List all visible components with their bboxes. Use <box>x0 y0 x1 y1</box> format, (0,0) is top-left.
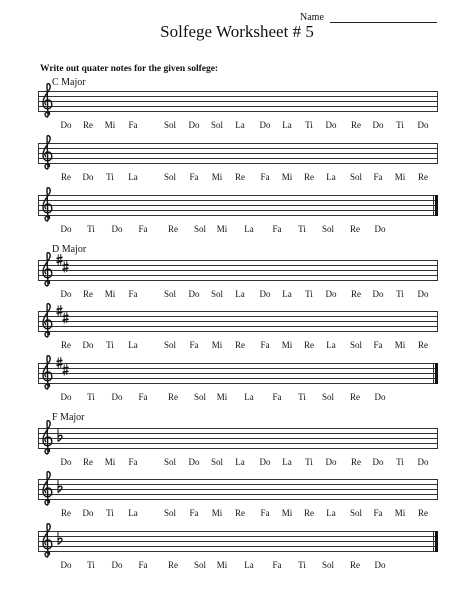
barline <box>38 531 39 551</box>
solfege-syllable: Do <box>82 172 94 182</box>
page-title: Solfege Worksheet # 5 <box>160 22 314 41</box>
solfege-syllable: Fa <box>189 340 199 350</box>
staff-line <box>38 489 438 490</box>
staff[interactable] <box>38 311 438 332</box>
solfege-syllable: Sol <box>193 392 207 402</box>
solfege-syllable: Sol <box>321 224 335 234</box>
solfege-syllable: Sol <box>210 457 224 467</box>
solfege-syllable: Ti <box>305 120 313 130</box>
staff-line <box>38 546 438 547</box>
solfege-syllable: Mi <box>104 457 116 467</box>
solfege-syllable: Mi <box>281 172 293 182</box>
staff-line <box>38 96 438 97</box>
barline <box>38 363 39 383</box>
solfege-syllable: Fa <box>373 172 383 182</box>
solfege-syllable: Fa <box>189 172 199 182</box>
solfege-syllable: Do <box>374 392 386 402</box>
solfege-syllable: La <box>244 224 254 234</box>
solfege-row <box>0 289 474 301</box>
solfege-syllable: Ti <box>396 289 404 299</box>
staff-line <box>38 210 438 211</box>
barline <box>38 428 39 448</box>
solfege-syllable: La <box>235 120 245 130</box>
staff-line <box>38 163 438 164</box>
staff-line <box>38 101 438 102</box>
solfege-syllable: Fa <box>128 457 138 467</box>
solfege-syllable: Do <box>374 224 386 234</box>
solfege-syllable: Fa <box>128 289 138 299</box>
barline <box>437 91 438 111</box>
solfege-syllable: Do <box>82 340 94 350</box>
solfege-syllable: Fa <box>138 224 148 234</box>
staff-line <box>38 195 438 196</box>
solfege-syllable: Do <box>325 120 337 130</box>
solfege-syllable: Re <box>235 172 245 182</box>
solfege-syllable: Re <box>83 289 93 299</box>
solfege-syllable: Re <box>304 340 314 350</box>
solfege-syllable: Ti <box>106 340 114 350</box>
solfege-syllable: La <box>128 508 138 518</box>
staff-line <box>38 321 438 322</box>
staff-line <box>38 448 438 449</box>
solfege-syllable: Sol <box>193 560 207 570</box>
solfege-syllable: Do <box>60 457 72 467</box>
solfege-row <box>0 340 474 352</box>
staff-line <box>38 270 438 271</box>
solfege-syllable: Mi <box>211 172 223 182</box>
solfege-syllable: Re <box>350 560 360 570</box>
solfege-syllable: La <box>128 340 138 350</box>
solfege-syllable: Re <box>351 120 361 130</box>
solfege-syllable: Ti <box>87 224 95 234</box>
staff-line <box>38 536 438 537</box>
staff-line <box>38 373 438 374</box>
key-label: F Major <box>52 412 85 423</box>
solfege-syllable: Do <box>374 560 386 570</box>
solfege-syllable: Fa <box>260 508 270 518</box>
solfege-syllable: Do <box>372 457 384 467</box>
solfege-row <box>0 392 474 404</box>
staff-line <box>38 331 438 332</box>
solfege-syllable: Re <box>235 340 245 350</box>
solfege-syllable: Mi <box>216 392 228 402</box>
solfege-syllable: Re <box>83 457 93 467</box>
solfege-syllable: Mi <box>281 340 293 350</box>
solfege-syllable: Re <box>418 172 428 182</box>
staff-line <box>38 484 438 485</box>
solfege-syllable: Mi <box>211 508 223 518</box>
solfege-syllable: Mi <box>394 508 406 518</box>
solfege-syllable: Fa <box>260 172 270 182</box>
solfege-syllable: Mi <box>216 560 228 570</box>
staff-line <box>38 551 438 552</box>
solfege-syllable: Sol <box>349 172 363 182</box>
solfege-syllable: La <box>326 172 336 182</box>
barline <box>437 260 438 280</box>
staff-line <box>38 311 438 312</box>
solfege-syllable: Sol <box>163 172 177 182</box>
solfege-syllable: Fa <box>272 224 282 234</box>
solfege-syllable: Sol <box>210 120 224 130</box>
solfege-syllable: Ti <box>298 392 306 402</box>
solfege-syllable: Re <box>235 508 245 518</box>
solfege-syllable: Sol <box>349 508 363 518</box>
staff-line <box>38 91 438 92</box>
solfege-syllable: Re <box>418 508 428 518</box>
solfege-syllable: Ti <box>305 457 313 467</box>
solfege-syllable: Fa <box>272 560 282 570</box>
solfege-syllable: Do <box>417 289 429 299</box>
staff-line <box>38 316 438 317</box>
solfege-syllable: Ti <box>87 392 95 402</box>
solfege-syllable: Re <box>304 172 314 182</box>
solfege-syllable: Ti <box>106 172 114 182</box>
sharp-icon <box>62 261 69 273</box>
staff-line <box>38 433 438 434</box>
staff-line <box>38 383 438 384</box>
staff-line <box>38 479 438 480</box>
solfege-row <box>0 508 474 520</box>
flat-icon <box>57 532 63 545</box>
solfege-syllable: Sol <box>321 560 335 570</box>
solfege-syllable: La <box>282 289 292 299</box>
solfege-row <box>0 172 474 184</box>
solfege-syllable: Sol <box>163 340 177 350</box>
solfege-syllable: Do <box>60 120 72 130</box>
solfege-syllable: Sol <box>193 224 207 234</box>
staff[interactable] <box>38 363 438 384</box>
solfege-syllable: Re <box>168 224 178 234</box>
solfege-syllable: Sol <box>321 392 335 402</box>
barline <box>38 311 39 331</box>
solfege-row <box>0 457 474 469</box>
solfege-syllable: Do <box>188 289 200 299</box>
key-label: D Major <box>52 244 87 255</box>
solfege-syllable: Sol <box>163 508 177 518</box>
solfege-syllable: Re <box>350 392 360 402</box>
solfege-syllable: Do <box>259 120 271 130</box>
solfege-syllable: Do <box>60 560 72 570</box>
solfege-syllable: Do <box>417 457 429 467</box>
solfege-syllable: Ti <box>396 120 404 130</box>
solfege-syllable: La <box>235 289 245 299</box>
solfege-syllable: Do <box>188 120 200 130</box>
solfege-syllable: Ti <box>305 289 313 299</box>
final-barline <box>433 363 438 384</box>
solfege-row <box>0 120 474 132</box>
solfege-syllable: Do <box>417 120 429 130</box>
staff-line <box>38 205 438 206</box>
staff[interactable] <box>38 531 438 552</box>
name-label: Name <box>300 12 324 23</box>
solfege-syllable: La <box>244 392 254 402</box>
solfege-syllable: Mi <box>211 340 223 350</box>
solfege-syllable: Ti <box>298 560 306 570</box>
flat-icon <box>57 429 63 442</box>
solfege-syllable: Ti <box>87 560 95 570</box>
staff-line <box>38 280 438 281</box>
solfege-syllable: Sol <box>210 289 224 299</box>
solfege-syllable: Mi <box>281 508 293 518</box>
final-barline <box>433 195 438 216</box>
staff-line <box>38 368 438 369</box>
solfege-syllable: Re <box>83 120 93 130</box>
solfege-syllable: Do <box>372 120 384 130</box>
solfege-syllable: Fa <box>138 560 148 570</box>
staff-line <box>38 265 438 266</box>
staff-line <box>38 111 438 112</box>
staff[interactable] <box>38 479 438 500</box>
solfege-syllable: Sol <box>163 120 177 130</box>
barline <box>38 195 39 215</box>
solfege-syllable: La <box>244 560 254 570</box>
barline <box>437 428 438 448</box>
solfege-syllable: La <box>282 120 292 130</box>
solfege-syllable: Fa <box>373 508 383 518</box>
solfege-syllable: Re <box>351 457 361 467</box>
staff[interactable] <box>38 260 438 281</box>
staff-line <box>38 499 438 500</box>
solfege-syllable: Ti <box>106 508 114 518</box>
solfege-syllable: Do <box>60 289 72 299</box>
barline <box>437 479 438 499</box>
barline <box>437 143 438 163</box>
solfege-syllable: Mi <box>216 224 228 234</box>
barline <box>38 260 39 280</box>
solfege-row <box>0 560 474 572</box>
solfege-syllable: Re <box>168 560 178 570</box>
solfege-syllable: Fa <box>272 392 282 402</box>
solfege-syllable: Do <box>188 457 200 467</box>
staff-line <box>38 541 438 542</box>
staff[interactable] <box>38 91 438 112</box>
solfege-syllable: Re <box>61 172 71 182</box>
solfege-syllable: Do <box>111 224 123 234</box>
staff-line <box>38 443 438 444</box>
solfege-syllable: Mi <box>104 120 116 130</box>
barline <box>437 311 438 331</box>
solfege-syllable: Sol <box>163 457 177 467</box>
solfege-syllable: Fa <box>189 508 199 518</box>
solfege-syllable: Do <box>60 392 72 402</box>
staff-line <box>38 260 438 261</box>
solfege-syllable: Sol <box>349 340 363 350</box>
solfege-syllable: Do <box>325 289 337 299</box>
staff-line <box>38 363 438 364</box>
solfege-syllable: Re <box>61 508 71 518</box>
solfege-syllable: Re <box>168 392 178 402</box>
final-barline <box>433 531 438 552</box>
staff-line <box>38 428 438 429</box>
staff-line <box>38 494 438 495</box>
staff[interactable] <box>38 143 438 164</box>
solfege-syllable: Fa <box>128 120 138 130</box>
solfege-syllable: Do <box>259 457 271 467</box>
solfege-syllable: Do <box>111 392 123 402</box>
barline <box>38 143 39 163</box>
barline <box>38 479 39 499</box>
solfege-syllable: La <box>326 508 336 518</box>
staff-line <box>38 438 438 439</box>
solfege-syllable: Re <box>61 340 71 350</box>
instructions: Write out quater notes for the given solfege: <box>40 64 219 74</box>
solfege-syllable: Re <box>351 289 361 299</box>
staff-line <box>38 148 438 149</box>
staff[interactable] <box>38 428 438 449</box>
solfege-syllable: Do <box>372 289 384 299</box>
solfege-syllable: Do <box>82 508 94 518</box>
staff-line <box>38 143 438 144</box>
solfege-syllable: Re <box>418 340 428 350</box>
solfege-syllable: Do <box>325 457 337 467</box>
key-label: C Major <box>52 77 86 88</box>
solfege-syllable: Mi <box>394 340 406 350</box>
solfege-syllable: Ti <box>298 224 306 234</box>
staff-line <box>38 200 438 201</box>
solfege-syllable: La <box>128 172 138 182</box>
staff-line <box>38 106 438 107</box>
solfege-syllable: Fa <box>260 340 270 350</box>
solfege-syllable: Mi <box>104 289 116 299</box>
solfege-syllable: Fa <box>373 340 383 350</box>
solfege-syllable: Do <box>60 224 72 234</box>
solfege-syllable: La <box>235 457 245 467</box>
solfege-syllable: Do <box>111 560 123 570</box>
flat-icon <box>57 480 63 493</box>
solfege-syllable: La <box>282 457 292 467</box>
staff-line <box>38 378 438 379</box>
staff-line <box>38 275 438 276</box>
solfege-syllable: Fa <box>138 392 148 402</box>
solfege-syllable: La <box>326 340 336 350</box>
solfege-syllable: Re <box>350 224 360 234</box>
solfege-syllable: Re <box>304 508 314 518</box>
sharp-icon <box>62 364 69 376</box>
staff[interactable] <box>38 195 438 216</box>
solfege-syllable: Do <box>259 289 271 299</box>
solfege-row <box>0 224 474 236</box>
sharp-icon <box>62 312 69 324</box>
barline <box>38 91 39 111</box>
solfege-syllable: Mi <box>394 172 406 182</box>
solfege-syllable: Sol <box>163 289 177 299</box>
staff-line <box>38 326 438 327</box>
staff-line <box>38 158 438 159</box>
staff-line <box>38 531 438 532</box>
solfege-syllable: Ti <box>396 457 404 467</box>
staff-line <box>38 153 438 154</box>
staff-line <box>38 215 438 216</box>
